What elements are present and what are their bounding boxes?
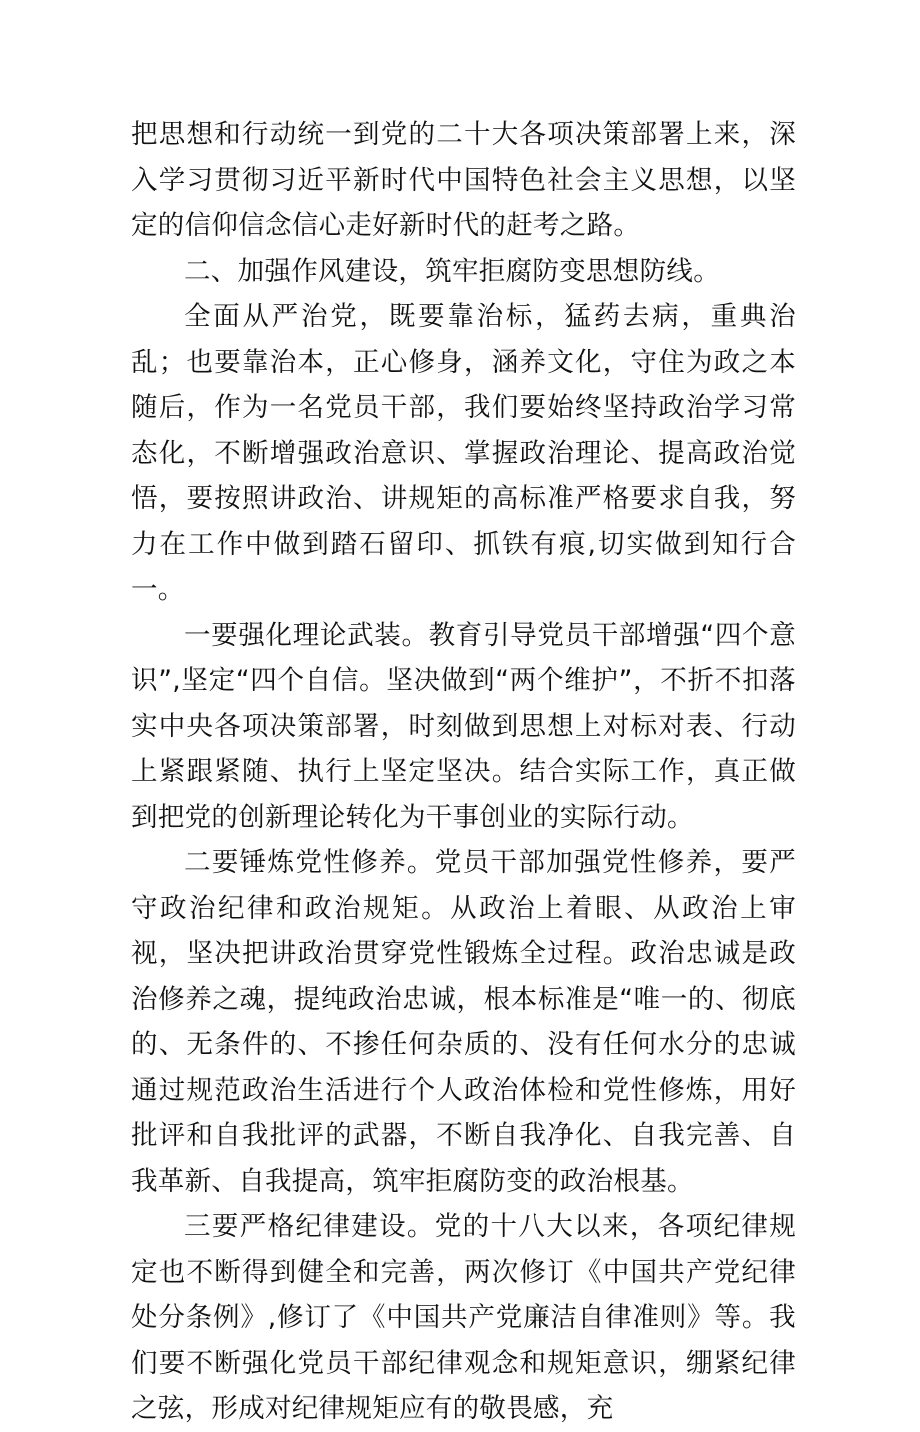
paragraph: 一要强化理论武装。教育引导党员干部增强“四个意识”,坚定“四个自信。坚决做到“两个维护”，不折不扣落实中央各项决策部署，时刻做到思想上对标对表、行动上紧跟紧随、执行上坚定坚决。结合实际工作，真正做到把党的创新理论转化为干事创业的实际行动。 xyxy=(131,619,796,833)
paragraph: 二要锤炼党性修养。党员干部加强党性修养，要严守政治纪律和政治规矩。从政治上着眼、从政治上审视，坚决把讲政治贯穿党性锻炼全过程。政治忠诚是政治修养之魂，提纯政治忠诚，根本标准是“唯一的、彻底的、无条件的、不掺任何杂质的、没有任何水分的忠诚通过规范政治生活进行个人政治体检和党性修炼，用好批评和自我批评的武器，不断自我净化、自我完善、自我革新、自我提高，筑牢拒腐防变的政治根基。 xyxy=(131,847,796,1197)
paragraph-continued: 把思想和行动统一到党的二十大各项决策部署上来，深入学习贯彻习近平新时代中国特色社会主义思想，以坚定的信仰信念信心走好新时代的赶考之路。 xyxy=(131,119,796,241)
document-body xyxy=(131,112,796,1432)
section-heading: 二、加强作风建设，筑牢拒腐防变思想防线。 xyxy=(184,255,720,287)
paragraph: 三要严格纪律建设。党的十八大以来，各项纪律规定也不断得到健全和完善，两次修订《中国共产党纪律处分条例》,修订了《中国共产党廉洁自律准则》等。我们要不断强化党员干部纪律观念和规矩意识，绷紧纪律之弦，形成对纪律规矩应有的敬畏感，充 xyxy=(131,1211,796,1424)
paragraph: 全面从严治党，既要靠治标，猛药去病，重典治乱；也要靠治本，正心修身，涵养文化，守住为政之本随后，作为一名党员干部，我们要始终坚持政治学习常态化，不断增强政治意识、掌握政治理论、提高政治觉悟，要按照讲政治、讲规矩的高标准严格要求自我，努力在工作中做到踏石留印、抓铁有痕,切实做到知行合一。 xyxy=(131,301,796,605)
